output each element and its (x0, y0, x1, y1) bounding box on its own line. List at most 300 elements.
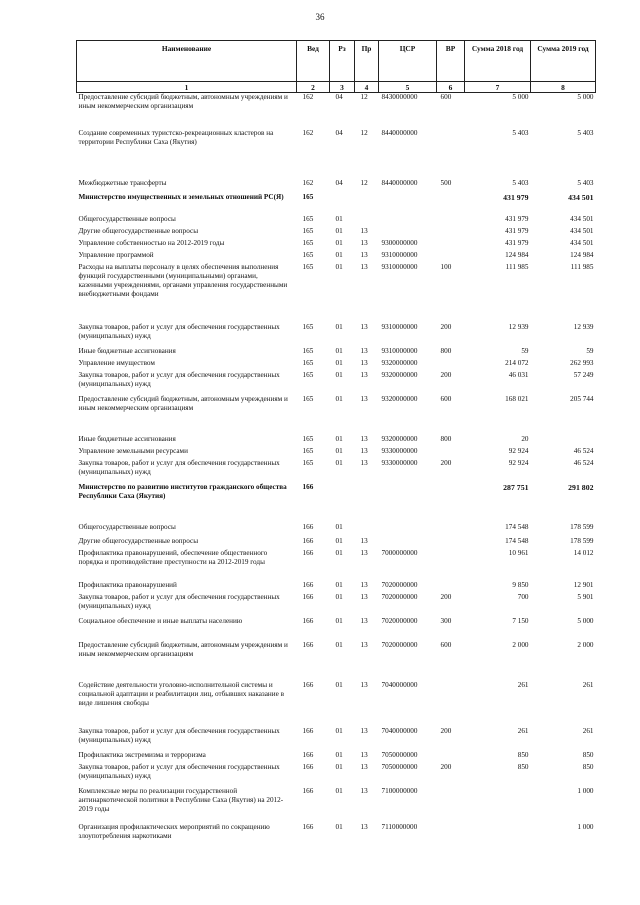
cell-name: Министерство по развитию институтов гражданского общества Республики Саха (Якутия) (78, 482, 287, 500)
cell-ved: 165 (302, 250, 314, 259)
cell-vr (437, 251, 465, 263)
cell-pr: 13 (360, 750, 368, 759)
cell-vr (437, 787, 465, 823)
cell-sum-2018: 111 985 (505, 262, 529, 271)
cell-pr: 13 (360, 822, 368, 831)
cell-pr: 13 (360, 548, 368, 557)
cell-vr: 200 (440, 726, 452, 735)
cell-sum-2018 (465, 787, 531, 823)
table-row (77, 523, 596, 537)
cell-rz: 01 (335, 262, 343, 271)
table-row (77, 395, 596, 435)
cell-ved: 166 (302, 580, 314, 589)
cell-ved: 165 (302, 370, 314, 379)
cell-vr (437, 751, 465, 763)
column-header-sum-2018: Сумма 2018 год (465, 41, 531, 82)
cell-pr (355, 483, 379, 523)
cell-sum-2018: 92 924 (508, 458, 529, 467)
table-row (77, 727, 596, 751)
cell-name: Комплексные меры по реализации государственной антинаркотической политики в Республике Саха (Якутия) на 2012-2019 годы (78, 786, 284, 813)
budget-table (76, 40, 596, 847)
cell-rz: 04 (335, 93, 343, 101)
cell-csr (379, 215, 437, 227)
column-header-sum-2019: Сумма 2019 год (531, 41, 596, 82)
cell-sum-2019: 46 524 (573, 446, 594, 455)
cell-sum-2018: 7 150 (512, 616, 529, 625)
cell-pr: 13 (360, 262, 368, 271)
cell-sum-2019: 434 501 (570, 226, 594, 235)
cell-ved: 165 (302, 458, 314, 467)
cell-csr: 9320000000 (381, 370, 418, 379)
cell-name: Содействие деятельности уголовно-исполнительной системы и социальной адаптации и реабилитации лиц, отбывших наказание в виде лишения свободы (78, 680, 284, 707)
cell-sum-2019: 5 403 (577, 178, 594, 187)
cell-rz: 01 (335, 580, 343, 589)
cell-sum-2018: 5 403 (512, 178, 529, 187)
column-number: 3 (330, 82, 355, 93)
cell-ved: 165 (302, 446, 314, 455)
column-number-row (77, 82, 596, 93)
cell-csr: 9310000000 (381, 346, 418, 355)
cell-pr (355, 215, 379, 227)
cell-ved: 166 (302, 616, 314, 625)
cell-sum-2019: 46 524 (573, 458, 594, 467)
column-header-csr: ЦСР (379, 41, 437, 82)
column-number: 4 (355, 82, 379, 93)
table-row (77, 549, 596, 581)
cell-csr: 9300000000 (381, 238, 418, 247)
cell-vr: 300 (440, 616, 452, 625)
table-row (77, 179, 596, 193)
cell-vr (437, 359, 465, 371)
cell-sum-2018: 10 961 (508, 548, 529, 557)
column-number: 7 (465, 82, 531, 93)
page-number: 36 (315, 12, 325, 22)
cell-pr: 13 (360, 458, 368, 467)
cell-sum-2018: 2 000 (512, 640, 529, 649)
table-row (77, 227, 596, 239)
cell-sum-2018 (465, 823, 531, 847)
cell-sum-2019: 5 403 (577, 128, 594, 137)
cell-rz: 01 (335, 536, 343, 545)
cell-rz: 01 (335, 250, 343, 259)
column-number: 2 (297, 82, 330, 93)
cell-vr (437, 483, 465, 523)
cell-csr (379, 227, 437, 239)
cell-name: Социальное обеспечение и иные выплаты населению (78, 616, 243, 625)
cell-ved: 162 (302, 178, 314, 187)
cell-vr: 600 (440, 394, 452, 403)
cell-csr: 7020000000 (381, 580, 418, 589)
cell-csr: 7020000000 (381, 640, 418, 649)
cell-sum-2018: 5 403 (512, 128, 529, 137)
cell-pr: 13 (360, 322, 368, 331)
cell-rz: 01 (335, 214, 343, 223)
cell-sum-2019: 57 249 (573, 370, 594, 379)
cell-vr: 200 (440, 592, 452, 601)
cell-ved: 166 (302, 592, 314, 601)
table-row (77, 193, 596, 215)
cell-vr: 200 (440, 370, 452, 379)
table-row (77, 93, 596, 129)
column-header-ved: Вед (297, 41, 330, 82)
cell-vr: 200 (440, 762, 452, 771)
header-row (77, 41, 596, 82)
cell-ved: 165 (302, 262, 314, 271)
cell-sum-2018: 20 (521, 434, 529, 443)
column-header-pr: Пр (355, 41, 379, 82)
cell-sum-2018: 431 979 (503, 192, 529, 202)
cell-vr (437, 239, 465, 251)
column-number: 6 (437, 82, 465, 93)
cell-rz: 01 (335, 370, 343, 379)
cell-rz: 01 (335, 226, 343, 235)
cell-pr: 12 (360, 178, 368, 187)
cell-sum-2019: 434 501 (570, 214, 594, 223)
cell-vr: 200 (440, 458, 452, 467)
cell-sum-2019: 1 000 (577, 822, 594, 831)
cell-sum-2019: 434 501 (570, 238, 594, 247)
cell-rz: 04 (335, 128, 343, 137)
cell-csr: 9320000000 (381, 394, 418, 403)
cell-pr: 13 (360, 358, 368, 367)
cell-sum-2019: 850 (582, 762, 594, 771)
cell-csr: 9330000000 (381, 446, 418, 455)
cell-name: Другие общегосударственные вопросы (78, 226, 199, 235)
cell-csr: 8440000000 (381, 178, 418, 187)
cell-ved: 162 (302, 128, 314, 137)
cell-sum-2018: 261 (517, 680, 529, 689)
cell-sum-2018: 59 (521, 346, 529, 355)
cell-sum-2018: 214 072 (505, 358, 529, 367)
cell-rz: 01 (335, 750, 343, 759)
cell-sum-2018: 261 (517, 726, 529, 735)
cell-name: Создание современных туристско-рекреационных кластеров на территории Республики Саха (Якутия) (78, 128, 274, 146)
cell-ved: 166 (302, 786, 314, 795)
cell-sum-2019: 261 (582, 726, 594, 735)
table-row (77, 371, 596, 395)
cell-vr (437, 215, 465, 227)
cell-name: Расходы на выплаты персоналу в целях обеспечения выполнения функций государственными (муниципальными) органами, казенными учреждениями, органами управления государственными внебюджетными фондами (78, 262, 288, 298)
cell-sum-2018: 9 850 (512, 580, 529, 589)
cell-sum-2019: 178 599 (570, 536, 594, 545)
cell-rz: 01 (335, 238, 343, 247)
cell-ved: 165 (302, 434, 314, 443)
cell-rz: 01 (335, 522, 343, 531)
cell-sum-2019: 124 984 (570, 250, 594, 259)
cell-name: Управление имуществом (78, 358, 155, 367)
cell-sum-2019: 59 (586, 346, 594, 355)
cell-name: Управление программой (78, 250, 154, 259)
cell-sum-2019: 178 599 (570, 522, 594, 531)
cell-name: Предоставление субсидий бюджетным, автономным учреждениям и иным некоммерческим организациям (78, 394, 288, 412)
cell-rz: 01 (335, 446, 343, 455)
cell-rz: 01 (335, 592, 343, 601)
cell-csr (379, 193, 437, 215)
cell-csr: 7000000000 (381, 548, 418, 557)
table-row (77, 581, 596, 593)
cell-csr: 9310000000 (381, 250, 418, 259)
cell-vr (437, 537, 465, 549)
cell-pr: 13 (360, 536, 368, 545)
cell-sum-2018: 431 979 (505, 214, 529, 223)
cell-sum-2019: 261 (582, 680, 594, 689)
cell-sum-2019: 14 012 (573, 548, 594, 557)
cell-sum-2019: 205 744 (570, 394, 594, 403)
cell-name: Профилактика правонарушений (78, 580, 177, 589)
table-row (77, 129, 596, 179)
cell-pr: 13 (360, 346, 368, 355)
cell-pr (355, 523, 379, 537)
cell-sum-2018: 850 (517, 750, 529, 759)
cell-sum-2019: 5 000 (577, 93, 594, 101)
table-row (77, 483, 596, 523)
cell-csr (379, 537, 437, 549)
cell-vr (437, 681, 465, 727)
cell-sum-2019: 291 802 (568, 482, 594, 492)
cell-sum-2018: 700 (517, 592, 529, 601)
cell-sum-2019: 850 (582, 750, 594, 759)
cell-pr: 13 (360, 250, 368, 259)
cell-pr: 13 (360, 786, 368, 795)
table-row (77, 447, 596, 459)
cell-vr (437, 549, 465, 581)
cell-sum-2019: 12 939 (573, 322, 594, 331)
cell-csr: 7110000000 (381, 822, 418, 831)
cell-rz (330, 483, 355, 523)
cell-ved: 165 (302, 394, 314, 403)
column-header-rz: Рз (330, 41, 355, 82)
table-row (77, 435, 596, 447)
cell-rz: 01 (335, 434, 343, 443)
cell-rz: 01 (335, 726, 343, 735)
cell-rz: 01 (335, 680, 343, 689)
cell-pr: 13 (360, 616, 368, 625)
cell-name: Предоставление субсидий бюджетным, автономным учреждениям и иным некоммерческим организациям (78, 93, 288, 110)
cell-sum-2018: 5 000 (512, 93, 529, 101)
cell-ved: 166 (302, 762, 314, 771)
cell-sum-2019 (531, 435, 596, 447)
column-number: 8 (531, 82, 596, 93)
cell-csr: 9310000000 (381, 262, 418, 271)
table-row (77, 763, 596, 787)
cell-rz: 01 (335, 322, 343, 331)
cell-rz: 01 (335, 394, 343, 403)
table-body (77, 93, 596, 847)
cell-csr (379, 523, 437, 537)
cell-sum-2018: 168 021 (505, 394, 529, 403)
cell-name: Закупка товаров, работ и услуг для обеспечения государственных (муниципальных) нужд (78, 762, 280, 780)
table-row (77, 215, 596, 227)
cell-rz: 01 (335, 616, 343, 625)
table-row (77, 681, 596, 727)
table-row (77, 751, 596, 763)
cell-sum-2019: 1 000 (577, 786, 594, 795)
cell-vr (437, 193, 465, 215)
cell-sum-2019: 111 985 (570, 262, 594, 271)
cell-vr: 800 (440, 434, 452, 443)
cell-sum-2018: 12 939 (508, 322, 529, 331)
cell-pr: 13 (360, 680, 368, 689)
cell-name: Закупка товаров, работ и услуг для обеспечения государственных (муниципальных) нужд (78, 322, 280, 340)
cell-csr: 7050000000 (381, 762, 418, 771)
cell-name: Управление собственностью на 2012-2019 годы (78, 238, 225, 247)
table-row (77, 593, 596, 617)
cell-ved: 165 (302, 346, 314, 355)
cell-name: Общегосударственные вопросы (78, 214, 176, 223)
cell-csr: 7050000000 (381, 750, 418, 759)
cell-sum-2019: 12 901 (573, 580, 594, 589)
table-row (77, 617, 596, 641)
cell-ved: 165 (302, 238, 314, 247)
cell-csr: 9310000000 (381, 322, 418, 331)
cell-csr (379, 483, 437, 523)
column-number: 5 (379, 82, 437, 93)
cell-name: Закупка товаров, работ и услуг для обеспечения государственных (муниципальных) нужд (78, 370, 280, 388)
cell-rz: 01 (335, 786, 343, 795)
cell-ved: 166 (302, 750, 314, 759)
cell-sum-2018: 431 979 (505, 238, 529, 247)
table-row (77, 823, 596, 847)
cell-pr: 13 (360, 580, 368, 589)
cell-ved: 162 (302, 93, 314, 101)
cell-vr (437, 523, 465, 537)
table-row (77, 359, 596, 371)
table-row (77, 239, 596, 251)
cell-rz: 01 (335, 346, 343, 355)
cell-vr: 600 (440, 93, 452, 101)
cell-name: Закупка товаров, работ и услуг для обеспечения государственных (муниципальных) нужд (78, 726, 280, 744)
cell-rz (330, 193, 355, 215)
cell-pr: 13 (360, 762, 368, 771)
cell-vr: 500 (440, 178, 452, 187)
cell-vr: 100 (440, 262, 452, 271)
cell-csr: 7040000000 (381, 680, 418, 689)
cell-sum-2019: 5 000 (577, 616, 594, 625)
cell-name: Закупка товаров, работ и услуг для обеспечения государственных (муниципальных) нужд (78, 592, 280, 610)
cell-csr: 8440000000 (381, 128, 418, 137)
cell-name: Профилактика экстремизма и терроризма (78, 750, 206, 759)
cell-pr: 13 (360, 238, 368, 247)
cell-vr (437, 823, 465, 847)
cell-rz: 01 (335, 762, 343, 771)
cell-ved: 165 (302, 322, 314, 331)
cell-sum-2018: 174 548 (505, 536, 529, 545)
cell-name: Предоставление субсидий бюджетным, автономным учреждениям и иным некоммерческим организациям (78, 640, 288, 658)
cell-csr: 7040000000 (381, 726, 418, 735)
cell-pr: 13 (360, 640, 368, 649)
table-row (77, 347, 596, 359)
cell-pr: 13 (360, 434, 368, 443)
cell-pr: 13 (360, 394, 368, 403)
cell-name: Иные бюджетные ассигнования (78, 434, 176, 443)
cell-vr (437, 581, 465, 593)
cell-sum-2018: 92 924 (508, 446, 529, 455)
cell-pr: 12 (360, 128, 368, 137)
cell-sum-2018: 124 984 (505, 250, 529, 259)
cell-csr: 8430000000 (381, 93, 418, 101)
cell-vr (437, 129, 465, 179)
cell-ved: 166 (302, 548, 314, 557)
cell-sum-2018: 174 548 (505, 522, 529, 531)
cell-ved: 165 (302, 358, 314, 367)
cell-rz: 01 (335, 358, 343, 367)
cell-ved: 166 (302, 482, 314, 491)
cell-name: Управление земельными ресурсами (78, 446, 188, 455)
cell-csr: 7020000000 (381, 616, 418, 625)
column-header-name: Наименование (77, 41, 297, 82)
cell-sum-2019: 434 501 (568, 192, 594, 202)
cell-sum-2019: 5 901 (577, 592, 594, 601)
cell-sum-2018: 431 979 (505, 226, 529, 235)
cell-sum-2018: 46 031 (508, 370, 529, 379)
cell-csr: 7020000000 (381, 592, 418, 601)
cell-pr: 12 (360, 93, 368, 101)
cell-pr: 13 (360, 370, 368, 379)
cell-pr: 13 (360, 726, 368, 735)
cell-vr (437, 227, 465, 239)
cell-name: Профилактика правонарушений, обеспечение общественного порядка и противодействие преступности на 2012-2019 годы (78, 548, 268, 566)
cell-sum-2018: 850 (517, 762, 529, 771)
cell-ved: 166 (302, 536, 314, 545)
cell-sum-2019: 2 000 (577, 640, 594, 649)
cell-rz: 01 (335, 458, 343, 467)
table-row (77, 251, 596, 263)
cell-ved: 166 (302, 726, 314, 735)
cell-name: Организация профилактических мероприятий по сокращению злоупотребления наркотиками (78, 822, 270, 840)
column-header-vr: ВР (437, 41, 465, 82)
table-row (77, 537, 596, 549)
table-row (77, 641, 596, 681)
cell-ved: 165 (302, 226, 314, 235)
cell-csr: 9320000000 (381, 434, 418, 443)
cell-name: Закупка товаров, работ и услуг для обеспечения государственных (муниципальных) нужд (78, 458, 280, 476)
cell-rz: 01 (335, 640, 343, 649)
cell-ved: 166 (302, 522, 314, 531)
table-row (77, 263, 596, 323)
table-row (77, 459, 596, 483)
cell-rz: 01 (335, 822, 343, 831)
cell-ved: 166 (302, 680, 314, 689)
cell-ved: 166 (302, 822, 314, 831)
cell-ved: 165 (302, 192, 314, 201)
cell-vr (437, 447, 465, 459)
cell-ved: 166 (302, 640, 314, 649)
cell-pr: 13 (360, 226, 368, 235)
column-number: 1 (77, 82, 297, 93)
cell-rz: 04 (335, 178, 343, 187)
cell-name: Общегосударственные вопросы (78, 522, 176, 531)
cell-csr: 9330000000 (381, 458, 418, 467)
cell-name: Другие общегосударственные вопросы (78, 536, 199, 545)
cell-name: Межбюджетные трансферты (78, 178, 167, 187)
cell-rz: 01 (335, 548, 343, 557)
cell-pr: 13 (360, 592, 368, 601)
cell-sum-2019: 262 993 (570, 358, 594, 367)
cell-ved: 165 (302, 214, 314, 223)
cell-name: Министерство имущественных и земельных отношений РС(Я) (78, 192, 284, 201)
cell-name: Иные бюджетные ассигнования (78, 346, 176, 355)
cell-pr: 13 (360, 446, 368, 455)
table-row (77, 323, 596, 347)
cell-csr: 9320000000 (381, 358, 418, 367)
cell-vr: 600 (440, 640, 452, 649)
cell-vr: 200 (440, 322, 452, 331)
cell-csr: 7100000000 (381, 786, 418, 795)
cell-pr (355, 193, 379, 215)
cell-vr: 800 (440, 346, 452, 355)
table-row (77, 787, 596, 823)
cell-sum-2018: 287 751 (503, 482, 529, 492)
